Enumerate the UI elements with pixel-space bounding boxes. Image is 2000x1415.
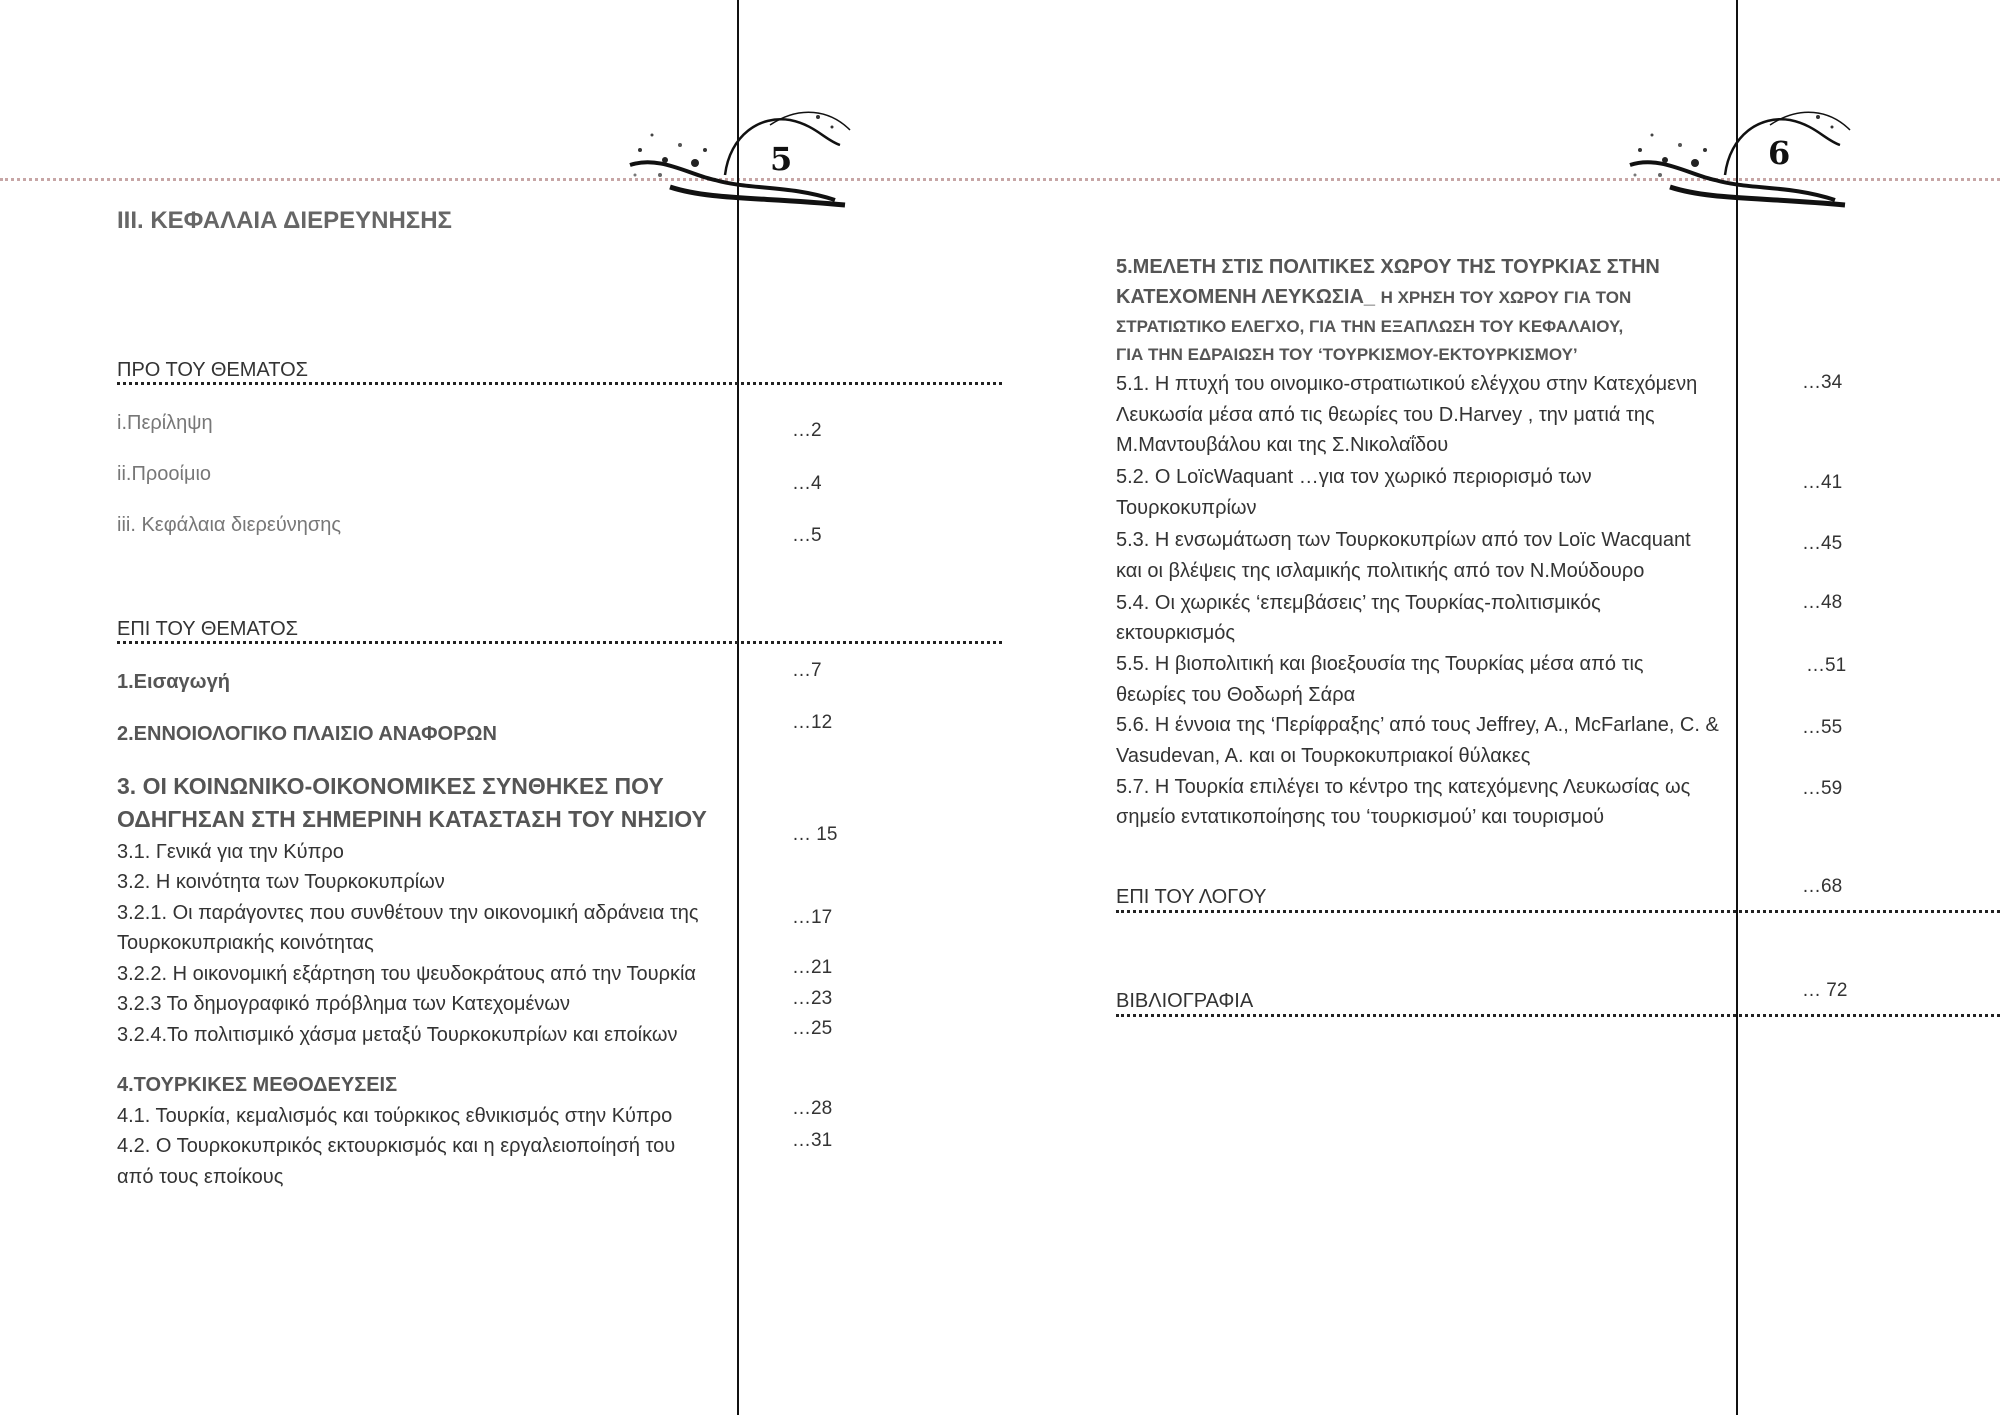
chapter-3-page: … 15 [792, 824, 838, 845]
bibliography-page: … 72 [1802, 980, 1848, 1001]
toc-subentry: Μ.Μαντουβάλου και της Σ.Νικολαΐδου [1116, 434, 1449, 456]
dotted-divider [117, 382, 1002, 385]
toc-subentry-page: …17 [792, 907, 833, 928]
branch-ornament-icon [1620, 105, 1865, 215]
section-heading-epilogue: ΕΠΙ ΤΟΥ ΛΟΓΟΥ [1116, 886, 1267, 908]
section-heading-bibliography: ΒΙΒΛΙΟΓΡΑΦΙΑ [1116, 990, 1254, 1012]
toc-subentry: Τουρκοκυπριακής κοινότητας [117, 932, 374, 954]
dotted-divider [1116, 910, 2000, 913]
toc-subentry: σημείο εντατικοποίησης του ‘τουρκισμού’ και τουρισμού [1116, 806, 1605, 828]
chapter-2-title: 2.ΕΝΝΟΙΟΛΟΓΙΚΟ ΠΛΑΙΣΙΟ ΑΝΑΦΟΡΩΝ [117, 723, 497, 745]
toc-subentry-page: …21 [792, 957, 833, 978]
toc-entry-label: iii. Κεφάλαια διερεύνησης [117, 514, 342, 536]
toc-subentry-page: …25 [792, 1018, 833, 1039]
toc-entry-label: i.Περίληψη [117, 412, 213, 434]
toc-subentry: 5.7. Η Τουρκία επιλέγει το κέντρο της κατεχόμενης Λευκωσίας ως [1116, 776, 1691, 798]
toc-subentry: 3.2.4.Το πολιτισμικό χάσμα μεταξύ Τουρκοκυπρίων και εποίκων [117, 1024, 678, 1046]
toc-subentry: εκτουρκισμός [1116, 622, 1236, 644]
chapter-5-title-line1: 5.ΜΕΛΕΤΗ ΣΤΙΣ ΠΟΛΙΤΙΚΕΣ ΧΩΡΟΥ ΤΗΣ ΤΟΥΡΚΙΑΣ ΣΤΗΝ [1116, 256, 1660, 278]
toc-subentry: 4.1. Τουρκία, κεμαλισμός και τούρκικος εθνικισμός στην Κύπρο [117, 1105, 673, 1127]
toc-entry-label: ii.Προοίμιο [117, 463, 212, 485]
toc-subentry-page: …51 [1806, 655, 1847, 676]
chapter-5-title-line2-main: ΚΑΤΕΧΟΜΕΝΗ ΛΕΥΚΩΣΙΑ_ [1116, 286, 1381, 308]
toc-subentry: 3.2. Η κοινότητα των Τουρκοκυπρίων [117, 871, 445, 893]
toc-subentry: 5.4. Οι χωρικές ‘επεμβάσεις’ της Τουρκίας-πολιτισμικός [1116, 592, 1601, 614]
toc-subentry: θεωρίες του Θοδωρή Σάρα [1116, 684, 1356, 706]
chapter-4-title: 4.ΤΟΥΡΚΙΚΕΣ ΜΕΘΟΔΕΥΣΕΙΣ [117, 1074, 398, 1096]
toc-entry-page: …2 [792, 420, 822, 441]
toc-subentry-page: …55 [1802, 717, 1843, 738]
toc-subentry: Τουρκοκυπρίων [1116, 497, 1257, 519]
toc-entry-page: …4 [792, 473, 822, 494]
toc-subentry: 5.2. Ο LoïcWaquant …για τον χωρικό περιορισμό των [1116, 466, 1592, 488]
toc-subentry-page: …48 [1802, 592, 1843, 613]
section-heading-pro: ΠΡΟ ΤΟΥ ΘΕΜΑΤΟΣ [117, 359, 309, 381]
page-number-left: 5 [770, 140, 793, 178]
chapter-1-page: …7 [792, 660, 822, 681]
chapter-3-title-line1: 3. ΟΙ ΚΟΙΝΩΝΙΚΟ-ΟΙΚΟΝΟΜΙΚΕΣ ΣΥΝΘΗΚΕΣ ΠΟΥ [117, 773, 664, 799]
chapter-2-page: …12 [792, 712, 833, 733]
toc-subentry-page: …59 [1802, 778, 1843, 799]
toc-subentry: Vasudevan, A. και οι Τουρκοκυπριακοί θύλακες [1116, 745, 1531, 767]
dotted-divider [117, 641, 1002, 644]
page-number-right: 6 [1768, 134, 1791, 172]
toc-subentry: 5.1. Η πτυχή του οινομικο-στρατιωτικού ελέγχου στην Κατεχόμενη [1116, 373, 1698, 395]
toc-subentry: 3.2.2. Η οικονομική εξάρτηση του ψευδοκράτους από την Τουρκία [117, 963, 696, 985]
toc-subentry: 3.2.1. Οι παράγοντες που συνθέτουν την οικονομική αδράνεια της [117, 902, 699, 924]
toc-subentry-page: …28 [792, 1098, 833, 1119]
toc-subentry: 5.6. Η έννοια της ‘Περίφραξης’ από τους Jeffrey, A., McFarlane, C. & [1116, 714, 1719, 736]
chapter-5-title-line3: ΣΤΡΑΤΙΩΤΙΚΟ ΕΛΕΓΧΟ, ΓΙΑ ΤΗΝ ΕΞΑΠΛΩΣΗ ΤΟΥ ΚΕΦΑΛΑΙΟΥ, [1116, 317, 1624, 336]
toc-subentry-page: …45 [1802, 533, 1843, 554]
toc-subentry: 4.2. Ο Τουρκοκυπρικός εκτουρκισμός και η εργαλειοποίησή του [117, 1135, 676, 1157]
toc-subentry-page: …34 [1802, 372, 1843, 393]
toc-subentry-page: …41 [1802, 472, 1843, 493]
dotted-divider [1116, 1014, 2000, 1017]
section-heading-epi: ΕΠΙ ΤΟΥ ΘΕΜΑΤΟΣ [117, 618, 299, 640]
chapter-5-title-line2-sub: Η ΧΡΗΣΗ ΤΟΥ ΧΩΡΟΥ ΓΙΑ ΤΟΝ [1380, 288, 1632, 307]
chapter-5-title-line2 [1116, 286, 1631, 309]
toc-subentry: 5.3. Η ενσωμάτωση των Τουρκοκυπρίων από τον Loïc Wacquant [1116, 529, 1691, 551]
toc-entry-page: …5 [792, 525, 822, 546]
toc-subentry: 3.2.3 Το δημογραφικό πρόβλημα των Κατεχομένων [117, 993, 571, 1015]
chapter-3-title-line2: ΟΔΗΓΗΣΑΝ ΣΤΗ ΣΗΜΕΡΙΝΗ ΚΑΤΑΣΤΑΣΗ ΤΟΥ ΝΗΣΙΟΥ [117, 806, 707, 832]
chapter-1-title: 1.Εισαγωγή [117, 671, 230, 693]
toc-subentry: και οι βλέψεις της ισλαμικής πολιτικής από τον Ν.Μούδουρο [1116, 560, 1645, 582]
chapter-5-title-line4: ΓΙΑ ΤΗΝ ΕΔΡΑΙΩΣΗ ΤΟΥ ‘ΤΟΥΡΚΙΣΜΟΥ-ΕΚΤΟΥΡΚΙΣΜΟΥ’ [1116, 345, 1578, 364]
epilogue-page: …68 [1802, 876, 1843, 897]
toc-subentry: 5.5. Η βιοπολιτική και βιοεξουσία της Τουρκίας μέσα από τις [1116, 653, 1644, 675]
branch-ornament-icon [620, 105, 865, 215]
toc-subentry-page: …23 [792, 988, 833, 1009]
toc-subentry: από τους εποίκους [117, 1166, 284, 1188]
page-title: III. ΚΕΦΑΛΑΙΑ ΔΙΕΡΕΥΝΗΣΗΣ [117, 207, 452, 234]
toc-subentry: Λευκωσία μέσα από τις θεωρίες του D.Harvey , την ματιά της [1116, 404, 1655, 426]
toc-subentry: 3.1. Γενικά για την Κύπρο [117, 841, 344, 863]
toc-subentry-page: …31 [792, 1130, 833, 1151]
